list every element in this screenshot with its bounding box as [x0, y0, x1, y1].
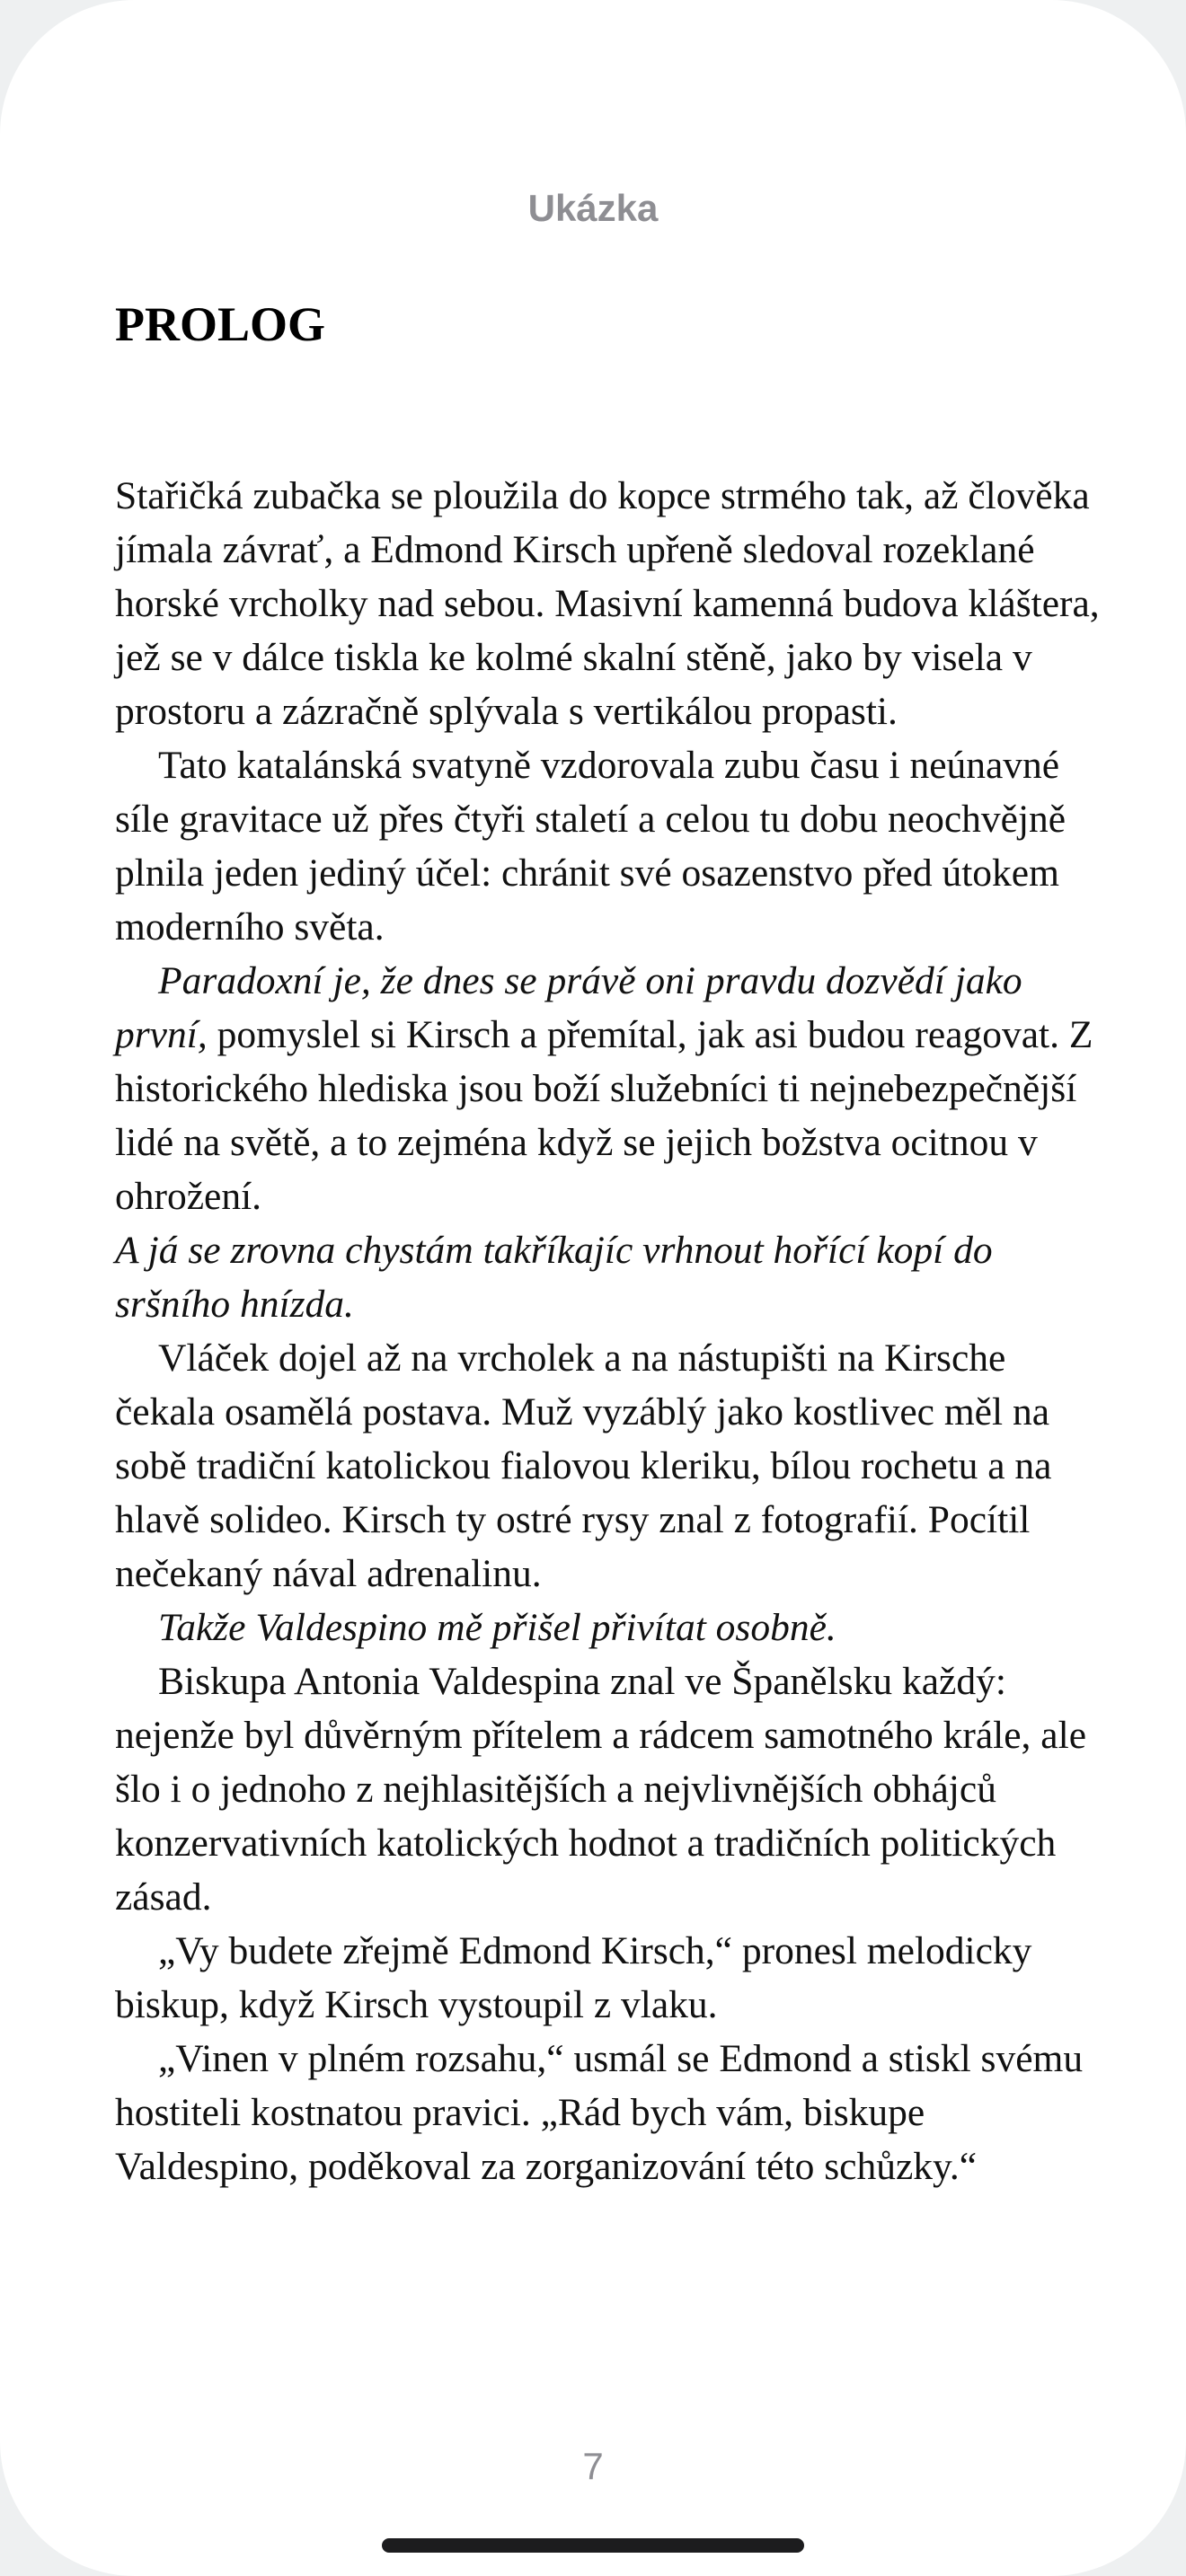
text-run: Vláček dojel až na vrcholek a na nástupišti na Kirsche čekala osamělá postava. Muž vyzáblý jako kostlivec měl na sobě tradiční katolickou fialovou kleriku, bílou rochetu a na hlavě solideo. Kirsch ty ostré rysy znal z fotografií. Pocítil nečekaný nával adrenalinu. — [115, 1337, 1052, 1595]
chapter-title: PROLOG — [115, 297, 326, 351]
paragraph — [115, 2032, 1112, 2193]
text-run: Tato katalánská svatyně vzdorovala zubu času i neúnavné síle gravitace už přes čtyři staletí a celou tu dobu neochvějně plnila jeden jediný účel: chránit své osazenstvo před útokem moderního světa. — [115, 744, 1067, 948]
italic-text: A já se zrovna chystám takříkajíc vrhnout hořící kopí do sršního hnízda. — [115, 1229, 993, 1326]
paragraph — [115, 954, 1112, 1223]
book-sample-title: Ukázka — [527, 187, 659, 229]
text-run: Biskupa Antonia Valdespina znal ve Španělsku každý: nejenže byl důvěrným přítelem a rádcem samotného krále, ale šlo i o jednoho z nejhlasitějších a nejvlivnějších obhájců konzervativních katolických hodnot a tradičních politických zásad. — [115, 1660, 1087, 1919]
page-number: 7 — [582, 2445, 604, 2487]
italic-text: Takže Valdespino mě přišel přivítat osobně. — [158, 1606, 836, 1649]
paragraph — [115, 1223, 1112, 1331]
paragraph — [115, 1331, 1112, 1601]
paragraph — [115, 1601, 1112, 1654]
italic-text: Paradoxní je, že dnes se právě oni pravdu dozvědí jako první, — [115, 959, 1022, 1056]
paragraph — [115, 469, 1112, 738]
text-run: „Vy budete zřejmě Edmond Kirsch,“ pronesl melodicky biskup, když Kirsch vystoupil z vlaku. — [115, 1929, 1032, 2026]
paragraph — [115, 1924, 1112, 2032]
paragraph — [115, 1654, 1112, 1924]
text-run: pomyslel si Kirsch a přemítal, jak asi budou reagovat. Z historického hlediska jsou boží služebníci ti nejnebezpečnější lidé na světě, a to zejména když se jejich božstva ocitnou v ohrožení. — [115, 1013, 1093, 1218]
home-indicator[interactable] — [382, 2538, 804, 2553]
text-run: Stařičká zubačka se ploužila do kopce strmého tak, až člověka jímala závrať, a Edmond Kirsch upřeně sledoval rozeklané horské vrcholky nad sebou. Masivní kamenná budova kláštera, jež se v dálce tiskla ke kolmé skalní stěně, jako by visela v prostoru a zázračně splývala s vertikálou propasti. — [115, 474, 1100, 733]
text-run: „Vinen v plném rozsahu,“ usmál se Edmond a stiskl svému hostiteli kostnatou pravici. „Rád bych vám, biskupe Valdespino, poděkoval za zorganizování této schůzky.“ — [115, 2037, 1084, 2188]
book-text[interactable] — [115, 469, 1112, 2193]
paragraph — [115, 738, 1112, 954]
